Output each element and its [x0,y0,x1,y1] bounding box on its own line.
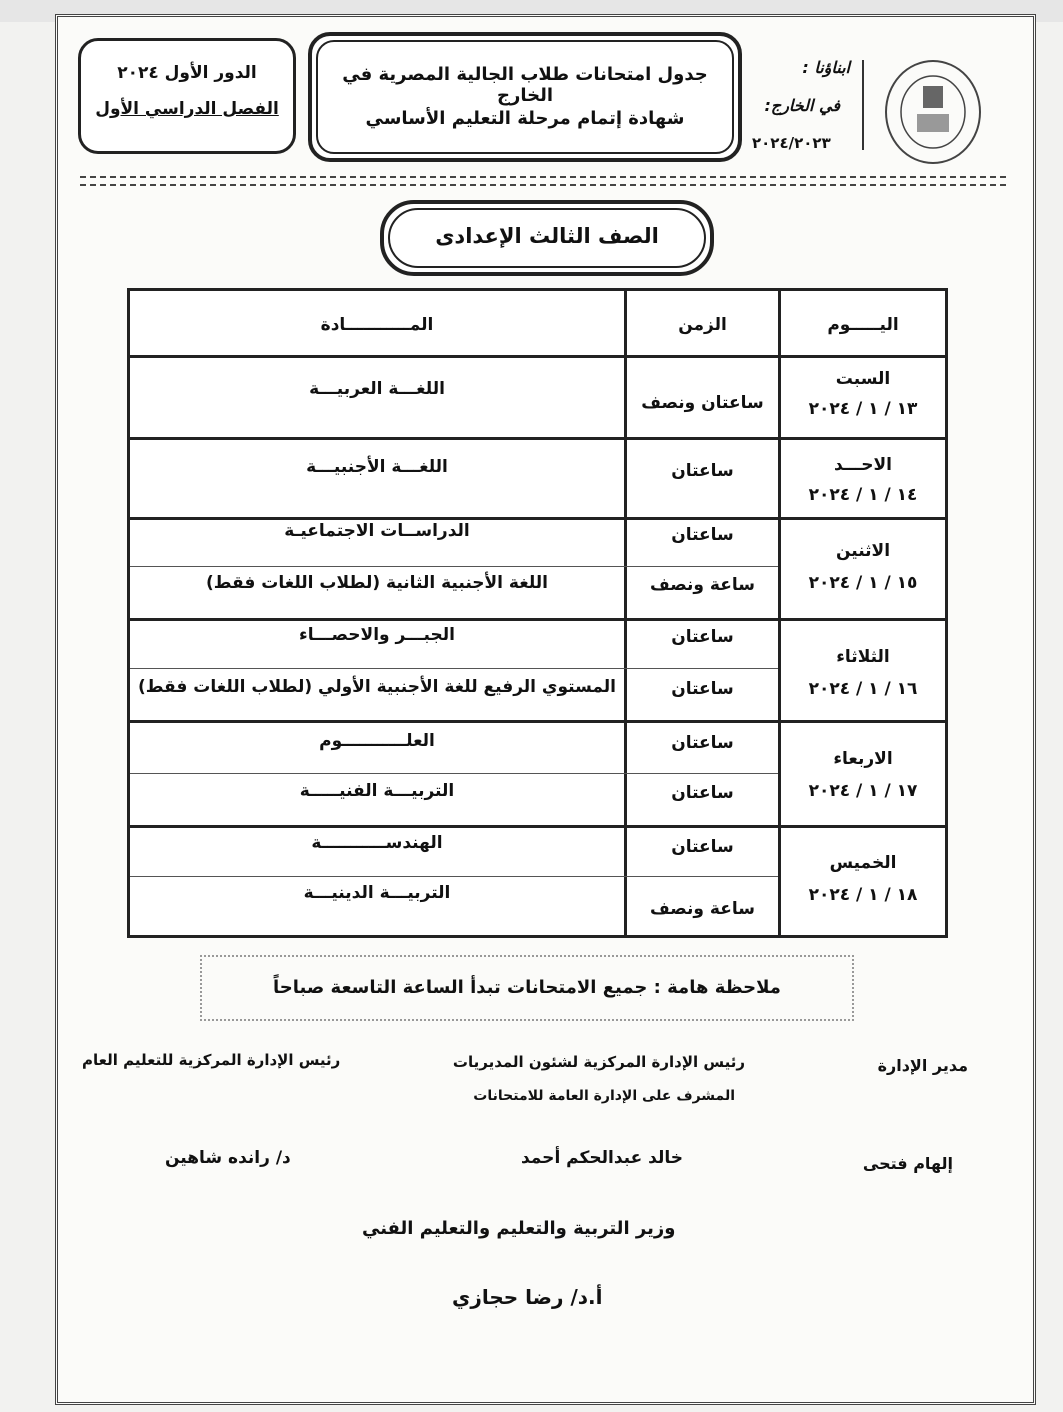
day-name: الاربعاء [833,749,893,769]
exam-subject: التربيـــة الفنيـــــة [299,781,455,801]
slogan-line2: في الخارج: [764,96,840,115]
header-time: الزمن [678,315,727,335]
title-box [308,32,742,162]
exam-time: ساعتان [671,783,734,803]
exam-time: ساعتان [671,679,734,699]
exam-subject: الدراســات الاجتماعيـة [284,521,470,541]
document-subtitle: شهادة إتمام مرحلة التعليم الأساسي [365,108,685,129]
middle-name: خالد عبدالحكم أحمد [520,1148,683,1168]
middle-title: رئيس الإدارة المركزية لشئون المديريات [452,1053,745,1071]
important-note-box [200,955,854,1021]
exam-time: ساعتان ونصف [641,393,764,413]
director-name: إلهام فتحى [862,1154,953,1173]
term-label: الفصل الدراسي الأول [95,99,279,119]
header-day: اليـــــوم [827,315,899,335]
exam-subject: المستوي الرفيع للغة الأجنبية الأولي (لطلاب اللغات فقط) [138,677,616,697]
exam-time: ساعتان [671,461,734,481]
day-name: الاحـــد [834,455,892,475]
day-date: ١٧ / ١ / ٢٠٢٤ [808,781,918,801]
exam-subject: التربيـــة الدينيـــة [303,883,451,903]
exam-schedule-table [127,288,948,938]
important-note: ملاحظة هامة : جميع الامتحانات تبدأ الساعة التاسعة صباحاً [273,977,781,998]
left-title: رئيس الإدارة المركزية للتعليم العام [82,1051,341,1069]
day-date: ١٦ / ١ / ٢٠٢٤ [808,679,918,699]
day-name: الخميس [829,853,897,873]
minister-title: وزير التربية والتعليم والتعليم الفني [362,1218,676,1239]
exam-time: ساعتان [671,627,734,647]
day-date: ١٥ / ١ / ٢٠٢٤ [808,573,918,593]
day-name: الثلاثاء [836,647,890,667]
day-name: الاثنين [835,541,891,561]
exam-subject: العلـــــــــــوم [319,731,435,751]
slogan-line1: ابناؤنا : [802,58,850,77]
exam-time: ساعة ونصف [650,575,755,595]
grade-box [380,200,714,276]
divider [80,176,1006,186]
director-title: مدير الإدارة [877,1056,968,1075]
academic-year: ٢٠٢٤/٢٠٢٣ [752,134,831,152]
round-box [78,38,296,154]
grade-title: الصف الثالث الإعدادى [435,224,659,248]
day-name: السبت [835,369,891,389]
exam-subject: الهندســـــــــــة [311,833,443,853]
day-date: ١٤ / ١ / ٢٠٢٤ [808,485,918,505]
exam-time: ساعتان [671,525,734,545]
middle-subtitle: المشرف على الإدارة العامة للامتحانات [473,1088,735,1104]
document-title: جدول امتحانات طلاب الجالية المصرية في الخارج [342,64,708,106]
ministry-logo [885,60,981,164]
exam-subject: الجبـــر والاحصـــاء [299,625,455,645]
exam-time: ساعتان [671,837,734,857]
day-date: ١٣ / ١ / ٢٠٢٤ [808,399,918,419]
left-name: د/ رانده شاهين [165,1148,291,1168]
exam-subject: اللغـــة العربيـــة [309,379,445,399]
minister-name: أ.د/ رضا حجازي [452,1285,603,1309]
exam-time: ساعة ونصف [650,899,755,919]
exam-subject: اللغـــة الأجنبيـــة [306,457,448,477]
exam-time: ساعتان [671,733,734,753]
header-subject: المـــــــــــادة [320,315,434,335]
exam-subject: اللغة الأجنبية الثانية (لطلاب اللغات فقط) [206,573,548,593]
round-label: الدور الأول ٢٠٢٤ [117,63,257,83]
day-date: ١٨ / ١ / ٢٠٢٤ [808,885,918,905]
